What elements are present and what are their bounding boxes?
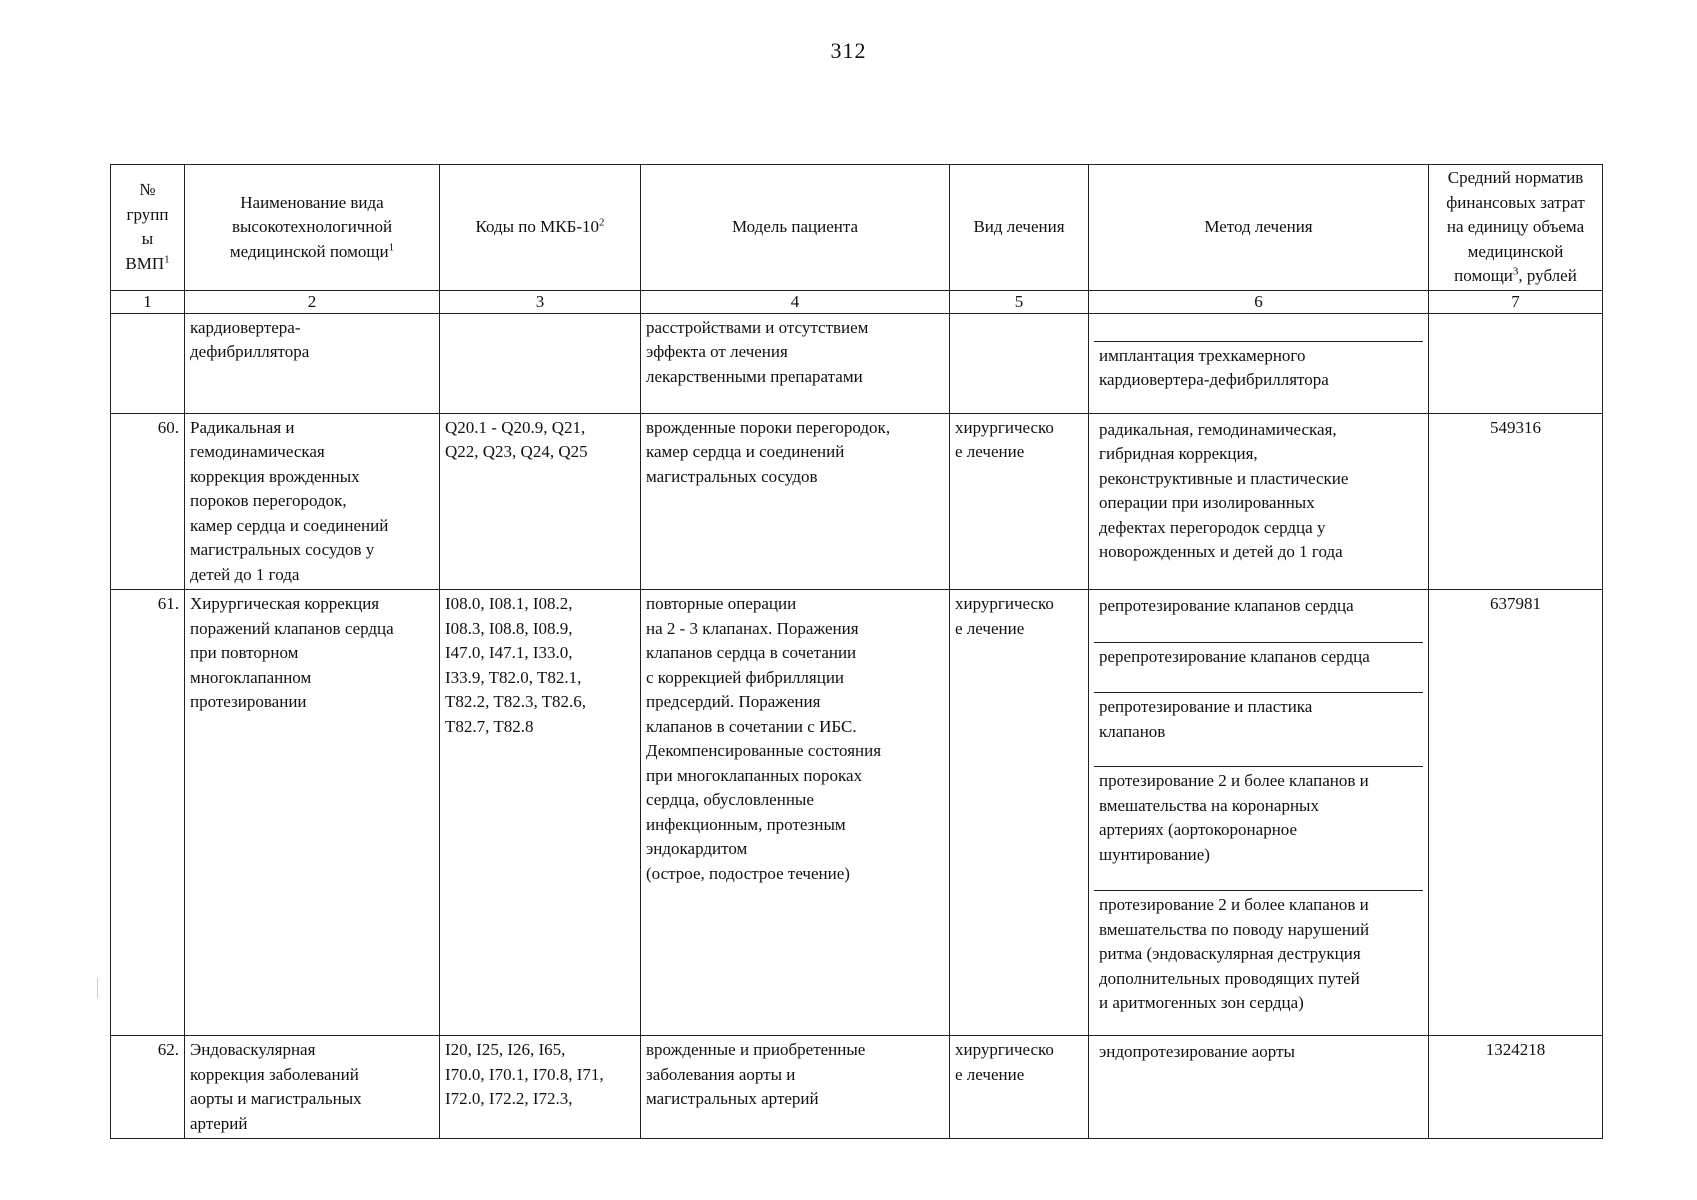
scan-margin-mark	[97, 978, 98, 998]
header-row	[111, 165, 1603, 291]
header-icd-codes: Коды по МКБ-$10^2$	[440, 165, 641, 291]
vmp-table	[110, 164, 1603, 1139]
treatment-method: ререпротезирование клапанов сердца	[1094, 642, 1423, 692]
header-treatment-type: Вид лечения	[950, 165, 1089, 291]
column-number-row	[111, 290, 1603, 313]
treatment-type: хирургическо е лечение	[950, 1036, 1089, 1139]
patient-model: врожденные и приобретенные заболевания аорты и магистральных артерий	[641, 1036, 950, 1139]
header-care-type-name: Наименование вида высокотехнологичной медицинской помощи$^1$	[185, 165, 440, 291]
care-type-name: Радикальная и гемодинамическая коррекция врожденных пороков перегородок, камер сердца и соединений магистральных сосудов у детей до 1 года	[185, 413, 440, 590]
care-type-name: Хирургическая коррекция поражений клапанов сердца при повторном многоклапанном протезировании	[185, 590, 440, 1036]
patient-model: повторные операции на 2 - 3 клапанах. Поражения клапанов сердца в сочетании с коррекцией фибрилляции предсердий. Поражения клапанов в сочетании с ИБС. Декомпенсированные состояния при многоклапанных пороках сердца, обусловленные инфекционным, протезным эндокардитом (острое, подострое течение)	[641, 590, 950, 1036]
patient-model: врожденные пороки перегородок, камер сердца и соединений магистральных сосудов	[641, 413, 950, 590]
header-group-number: № групп ы ВМП$^1$	[111, 165, 185, 291]
cost-standard: 549316	[1429, 413, 1603, 590]
column-number: 1	[111, 290, 185, 313]
table-row	[111, 1036, 1603, 1139]
treatment-method: эндопротезирование аорты	[1099, 1042, 1295, 1061]
column-number: 2	[185, 290, 440, 313]
treatment-type	[950, 313, 1089, 413]
icd-codes: I20, I25, I26, I65, I70.0, I70.1, I70.8, I71, I72.0, I72.2, I72.3,	[440, 1036, 641, 1139]
header-patient-model: Модель пациента	[641, 165, 950, 291]
table-row	[111, 590, 1603, 1036]
column-number: 7	[1429, 290, 1603, 313]
icd-codes: Q20.1 - Q20.9, Q21, Q22, Q23, Q24, Q25	[440, 413, 641, 590]
treatment-methods	[1089, 1036, 1429, 1139]
treatment-methods	[1089, 590, 1429, 1036]
treatment-type: хирургическо е лечение	[950, 590, 1089, 1036]
icd-codes	[440, 313, 641, 413]
header-cost-standard: Средний норматив финансовых затрат на единицу объема медицинской помощи$^3$, рублей	[1429, 165, 1603, 291]
care-type-name: Эндоваскулярная коррекция заболеваний аорты и магистральных артерий	[185, 1036, 440, 1139]
column-number: 3	[440, 290, 641, 313]
group-number: 62.	[111, 1036, 185, 1139]
table-row	[111, 413, 1603, 590]
treatment-method: репротезирование клапанов сердца	[1099, 596, 1354, 615]
treatment-method: радикальная, гемодинамическая, гибридная коррекция, реконструктивные и пластические операции при изолированных дефектах перегородок сердца у новорожденных и детей до 1 года	[1099, 419, 1349, 561]
care-type-name: кардиовертера- дефибриллятора	[185, 313, 440, 413]
treatment-method: репротезирование и пластика клапанов	[1094, 692, 1423, 766]
treatment-method: протезирование 2 и более клапанов и вмешательства по поводу нарушений ритма (эндоваскулярная деструкция дополнительных проводящих путей и аритмогенных зон сердца)	[1094, 890, 1423, 1019]
treatment-methods	[1089, 413, 1429, 590]
group-number: 61.	[111, 590, 185, 1036]
cost-standard: 637981	[1429, 590, 1603, 1036]
cost-standard	[1429, 313, 1603, 413]
column-number: 4	[641, 290, 950, 313]
group-number: 60.	[111, 413, 185, 590]
header-treatment-method: Метод лечения	[1089, 165, 1429, 291]
patient-model: расстройствами и отсутствием эффекта от лечения лекарственными препаратами	[641, 313, 950, 413]
treatment-type: хирургическо е лечение	[950, 413, 1089, 590]
treatment-method: протезирование 2 и более клапанов и вмешательства на коронарных артериях (аортокоронарное шунтирование)	[1094, 766, 1423, 890]
page-number: 312	[830, 38, 867, 63]
treatment-methods	[1089, 313, 1429, 413]
group-number	[111, 313, 185, 413]
table-row	[111, 313, 1603, 413]
column-number: 5	[950, 290, 1089, 313]
column-number: 6	[1089, 290, 1429, 313]
treatment-method	[1094, 316, 1423, 341]
cost-standard: 1324218	[1429, 1036, 1603, 1139]
treatment-method: имплантация трехкамерного кардиовертера-дефибриллятора	[1094, 341, 1423, 396]
icd-codes: I08.0, I08.1, I08.2, I08.3, I08.8, I08.9, I47.0, I47.1, I33.0, I33.9, T82.0, T82.1, T82.2, T82.3, T82.6, T82.7, T82.8	[440, 590, 641, 1036]
